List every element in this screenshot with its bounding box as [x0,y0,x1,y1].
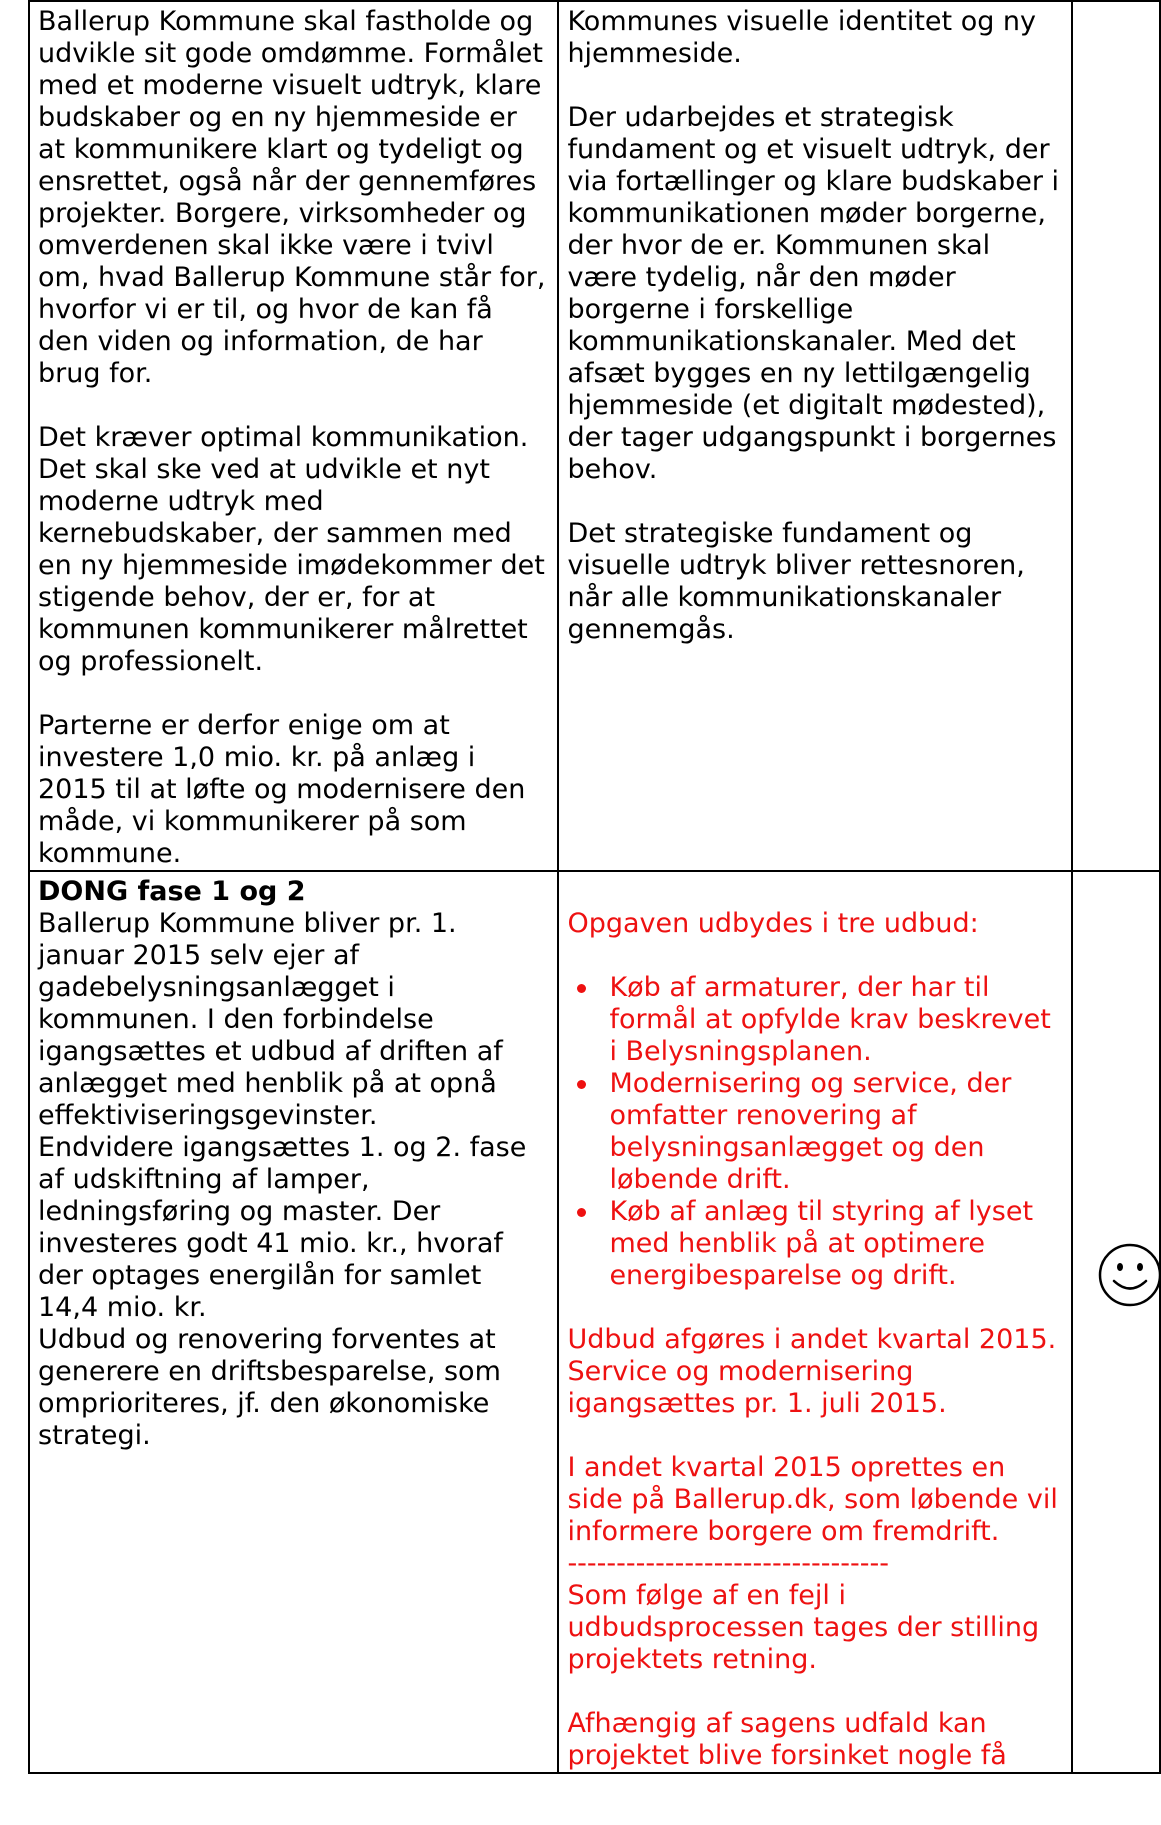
status-cell [558,871,1072,1773]
indicator-cell [1072,871,1160,1773]
status-cell [558,1,1072,871]
section-heading: DONG fase 1 og 2 [38,876,306,907]
paragraph: Det strategiske fundament og visuelle udtryk bliver rettesnoren, når alle kommunikationskanaler gennemgås. [567,518,1025,645]
paragraph: Der udarbejdes et strategisk fundament og et visuelt udtryk, der via fortællinger og klare budskaber i kommunikationen møder borgerne, der hvor de er. Kommunen skal være tydelig, når den møder borgerne i forskellige kommunikationskanaler. Med det afsæt bygges en ny lettilgængelig hjemmeside (et digitalt mødested), der tager udgangspunkt i borgernes behov. [567,102,1060,485]
table-row [29,1,1160,871]
paragraph: Ballerup Kommune bliver pr. 1. januar 2015 selv ejer af gadebelysningsanlægget i kommunen. I den forbindelse igangsættes et udbud af driften af anlægget med henblik på at opnå effektiviseringsgevinster. [38,908,503,1131]
paragraph: Opgaven udbydes i tre udbud: [567,908,979,939]
paragraph: Afhængig af sagens udfald kan projektet blive forsinket nogle få [567,1708,1007,1771]
smiley-face-icon [1097,1242,1161,1308]
list-item: Køb af anlæg til styring af lyset med henblik på at optimere energibesparelse og drift. [567,1196,1061,1292]
paragraph: Som følge af en fejl i udbudsprocessen tages der stilling projektets retning. [567,1580,1040,1675]
paragraph: Ballerup Kommune skal fastholde og udvikle sit gode omdømme. Formålet med et moderne visuelt udtryk, klare budskaber og en ny hjemmeside er at kommunikere klart og tydeligt og ensrettet, også når der gennemføres projekter. Borgere, virksomheder og omverdenen skal ikke være i tvivl om, hvad Ballerup Kommune står for, hvorfor vi er til, og hvor de kan få den viden og information, de har brug for. [38,6,546,389]
paragraph: Endvidere igangsættes 1. og 2. fase af udskiftning af lamper, ledningsføring og master. Der investeres godt 41 mio. kr., hvoraf der optages energilån for samlet 14,4 mio. kr. [38,1132,527,1323]
bullet-list [567,972,1061,1292]
paragraph: Parterne er derfor enige om at investere 1,0 mio. kr. på anlæg i 2015 til at løfte og modernisere den måde, vi kommunikerer på som kommune. [38,710,526,869]
list-item: Modernisering og service, der omfatter renovering af belysningsanlægget og den løbende drift. [567,1068,1061,1196]
document-table [28,0,1161,1774]
table-row [29,871,1160,1773]
list-item: Køb af armaturer, der har til formål at opfylde krav beskrevet i Belysningsplanen. [567,972,1061,1068]
description-cell [29,871,558,1773]
paragraph: Udbud afgøres i andet kvartal 2015. Service og modernisering igangsættes pr. 1. juli 2015. [567,1324,1057,1419]
paragraph: Kommunes visuelle identitet og ny hjemmeside. [567,6,1037,69]
description-cell [29,1,558,871]
paragraph: Det kræver optimal kommunikation. Det skal ske ved at udvikle et nyt moderne udtryk med kernebudskaber, der sammen med en ny hjemmeside imødekommer det stigende behov, der er, for at kommunen kommunikerer målrettet og professionelt. [38,422,545,677]
paragraph: Udbud og renovering forventes at generere en driftsbesparelse, som omprioriteres, jf. den økonomiske strategi. [38,1324,501,1451]
divider-dashes: --------------------------------- [567,1548,889,1579]
indicator-cell [1072,1,1160,871]
paragraph: I andet kvartal 2015 oprettes en side på Ballerup.dk, som løbende vil informere borgere om fremdrift. [567,1452,1058,1547]
